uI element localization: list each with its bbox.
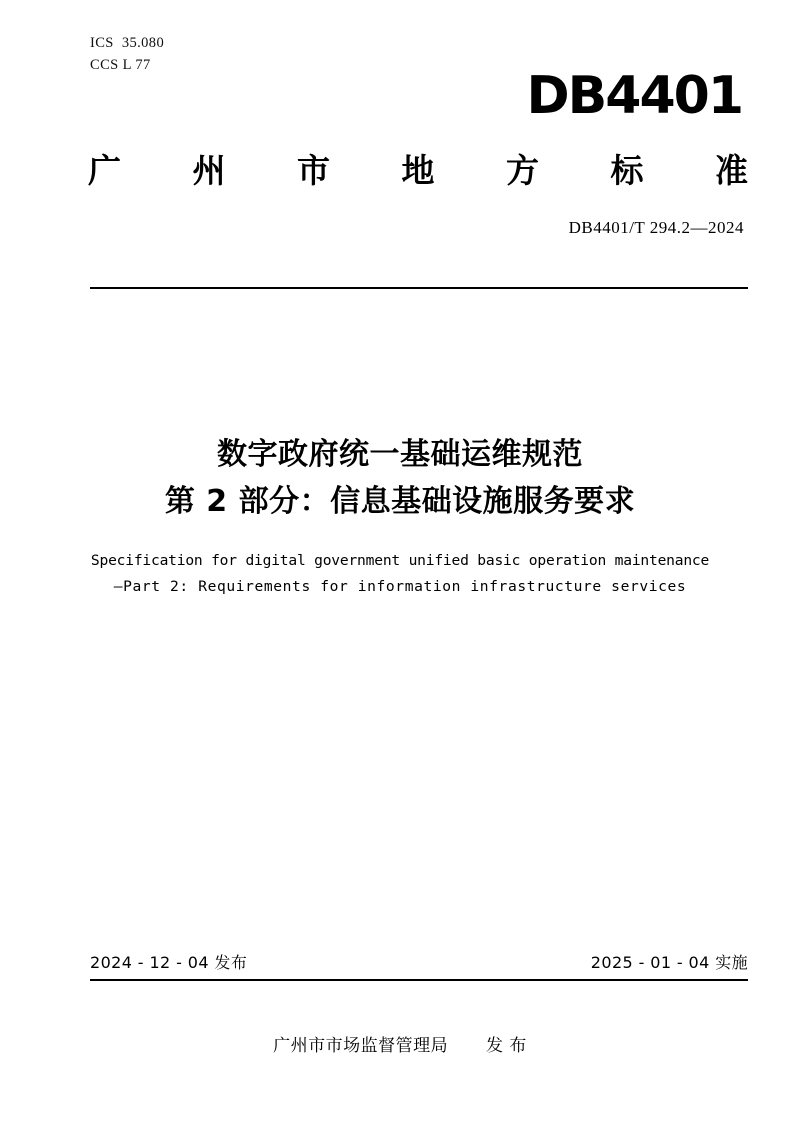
dates-row xyxy=(90,950,748,973)
series-char-1: 州 xyxy=(192,151,226,190)
series-char-0: 广 xyxy=(88,151,121,190)
series-char-6: 准 xyxy=(715,151,748,190)
title-en-line2: —Part 2: Requirements for information infrastructure services xyxy=(113,577,687,595)
ics-code: ICS 35.080 xyxy=(90,35,165,51)
publisher-line xyxy=(0,1031,800,1056)
series-char-5: 标 xyxy=(610,151,644,190)
document-title-cn xyxy=(0,432,800,525)
series-char-4: 方 xyxy=(506,151,539,190)
title-cn-line1: 数字政府统一基础运维规范 xyxy=(217,437,583,472)
ccs-code: CCS L 77 xyxy=(90,57,151,74)
db-logo-text: DB4401 xyxy=(526,66,742,126)
publisher-suffix: 发 布 xyxy=(485,1036,527,1056)
series-char-3: 地 xyxy=(401,151,435,190)
title-en-line1: Specification for digital government unified basic operation maintenance xyxy=(90,552,710,569)
footer-divider xyxy=(90,979,748,981)
db-logo-mark xyxy=(526,66,742,126)
standard-number: DB4401/T 294.2—2024 xyxy=(568,218,744,237)
ics-ccs-block xyxy=(90,32,164,77)
issue-date: 2024 - 12 - 04 发布 xyxy=(90,953,248,972)
publisher-name: 广州市市场监督管理局 xyxy=(273,1036,449,1056)
title-cn-line2: 第 2 部分：信息基础设施服务要求 xyxy=(164,483,636,519)
header-divider xyxy=(90,287,748,289)
series-char-2: 市 xyxy=(297,151,330,190)
implement-date: 2025 - 01 - 04 实施 xyxy=(590,953,748,972)
document-title-en xyxy=(0,548,800,599)
standard-series-title xyxy=(88,145,748,192)
